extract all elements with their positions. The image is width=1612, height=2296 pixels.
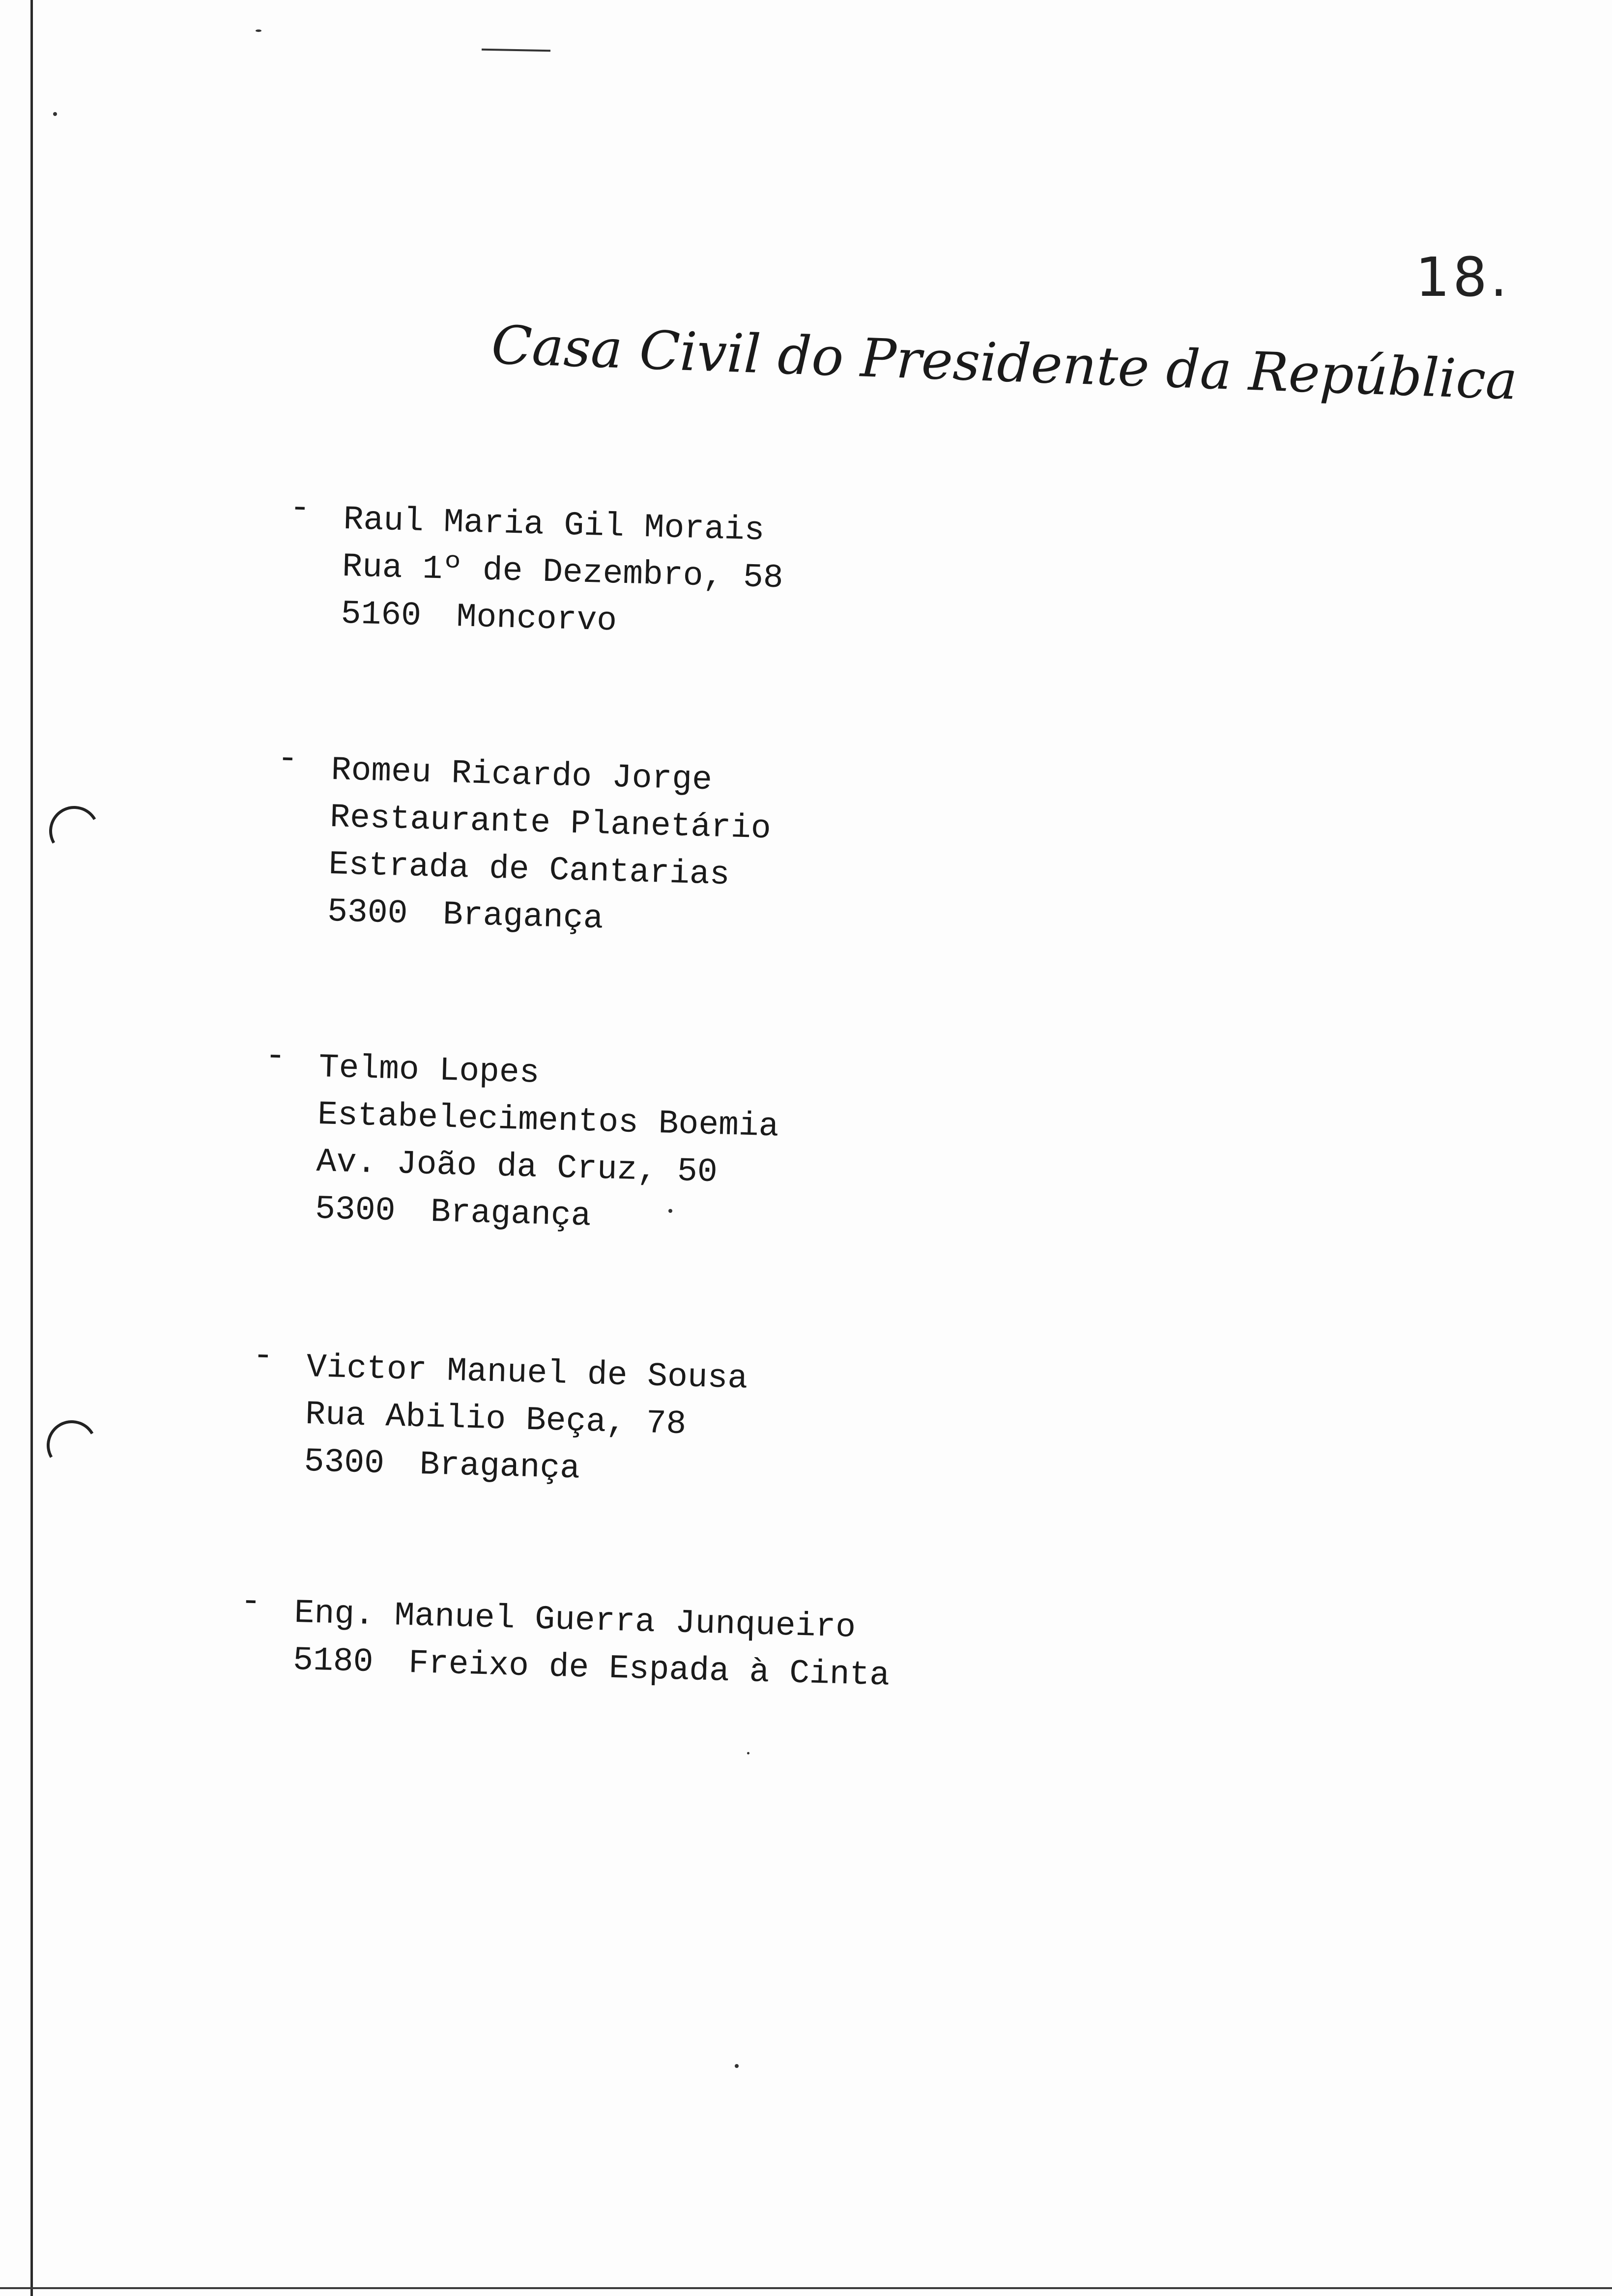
- scan-mark: [482, 49, 550, 52]
- postal-code: 5300: [315, 1190, 396, 1231]
- bullet-dash: -: [264, 1037, 287, 1077]
- scan-bottom-line: [0, 2287, 1612, 2289]
- bullet-dash: -: [252, 1337, 274, 1377]
- scan-speck: [735, 2064, 739, 2068]
- letterhead: Casa Civil do Presidente da República: [490, 315, 1519, 412]
- postal-code: 5300: [327, 892, 408, 933]
- page-number: 18.: [1415, 246, 1510, 309]
- entry-address-line: Estrada de Cantarias: [328, 845, 730, 894]
- punch-hole-mark: [41, 1415, 103, 1476]
- city: Bragança: [430, 1193, 592, 1235]
- address-entry: [289, 489, 785, 649]
- city: Bragança: [419, 1446, 580, 1488]
- entry-name: Victor Manuel de Sousa: [306, 1348, 748, 1398]
- entry-name: Raul Maria Gil Morais: [343, 500, 765, 550]
- bullet-dash: -: [240, 1582, 262, 1622]
- entry-name: Eng. Manuel Guerra Junqueiro: [293, 1594, 856, 1647]
- address-entry: [277, 740, 773, 947]
- punch-hole-mark: [44, 801, 105, 862]
- address-entry: [252, 1337, 748, 1497]
- scan-speck: [256, 29, 261, 32]
- scan-speck: [53, 112, 57, 116]
- city: Bragança: [442, 896, 604, 938]
- city: Freixo de Espada à Cinta: [408, 1644, 891, 1695]
- entry-name: Telmo Lopes: [318, 1048, 540, 1092]
- entry-address-line: Av. João da Cruz, 50: [316, 1143, 718, 1192]
- entry-name: Romeu Ricardo Jorge: [330, 751, 713, 800]
- entry-address-line: Rua 1º de Dezembro, 58: [342, 547, 784, 598]
- bullet-dash: -: [289, 489, 311, 529]
- postal-code: 5160: [340, 595, 422, 635]
- entry-address-line: Rua Abilio Beça, 78: [305, 1395, 687, 1444]
- entry-address-line: Estabelecimentos Boemia: [317, 1095, 779, 1146]
- bullet-dash: -: [277, 740, 299, 779]
- postal-code: 5180: [292, 1641, 374, 1682]
- address-entry: [264, 1037, 780, 1245]
- city: Moncorvo: [456, 598, 617, 640]
- postal-code: 5300: [303, 1442, 385, 1483]
- entry-address-line: Restaurante Planetário: [329, 798, 772, 848]
- address-entry: [240, 1582, 892, 1700]
- scan-speck: [747, 1752, 749, 1754]
- scan-edge-line: [30, 0, 33, 2296]
